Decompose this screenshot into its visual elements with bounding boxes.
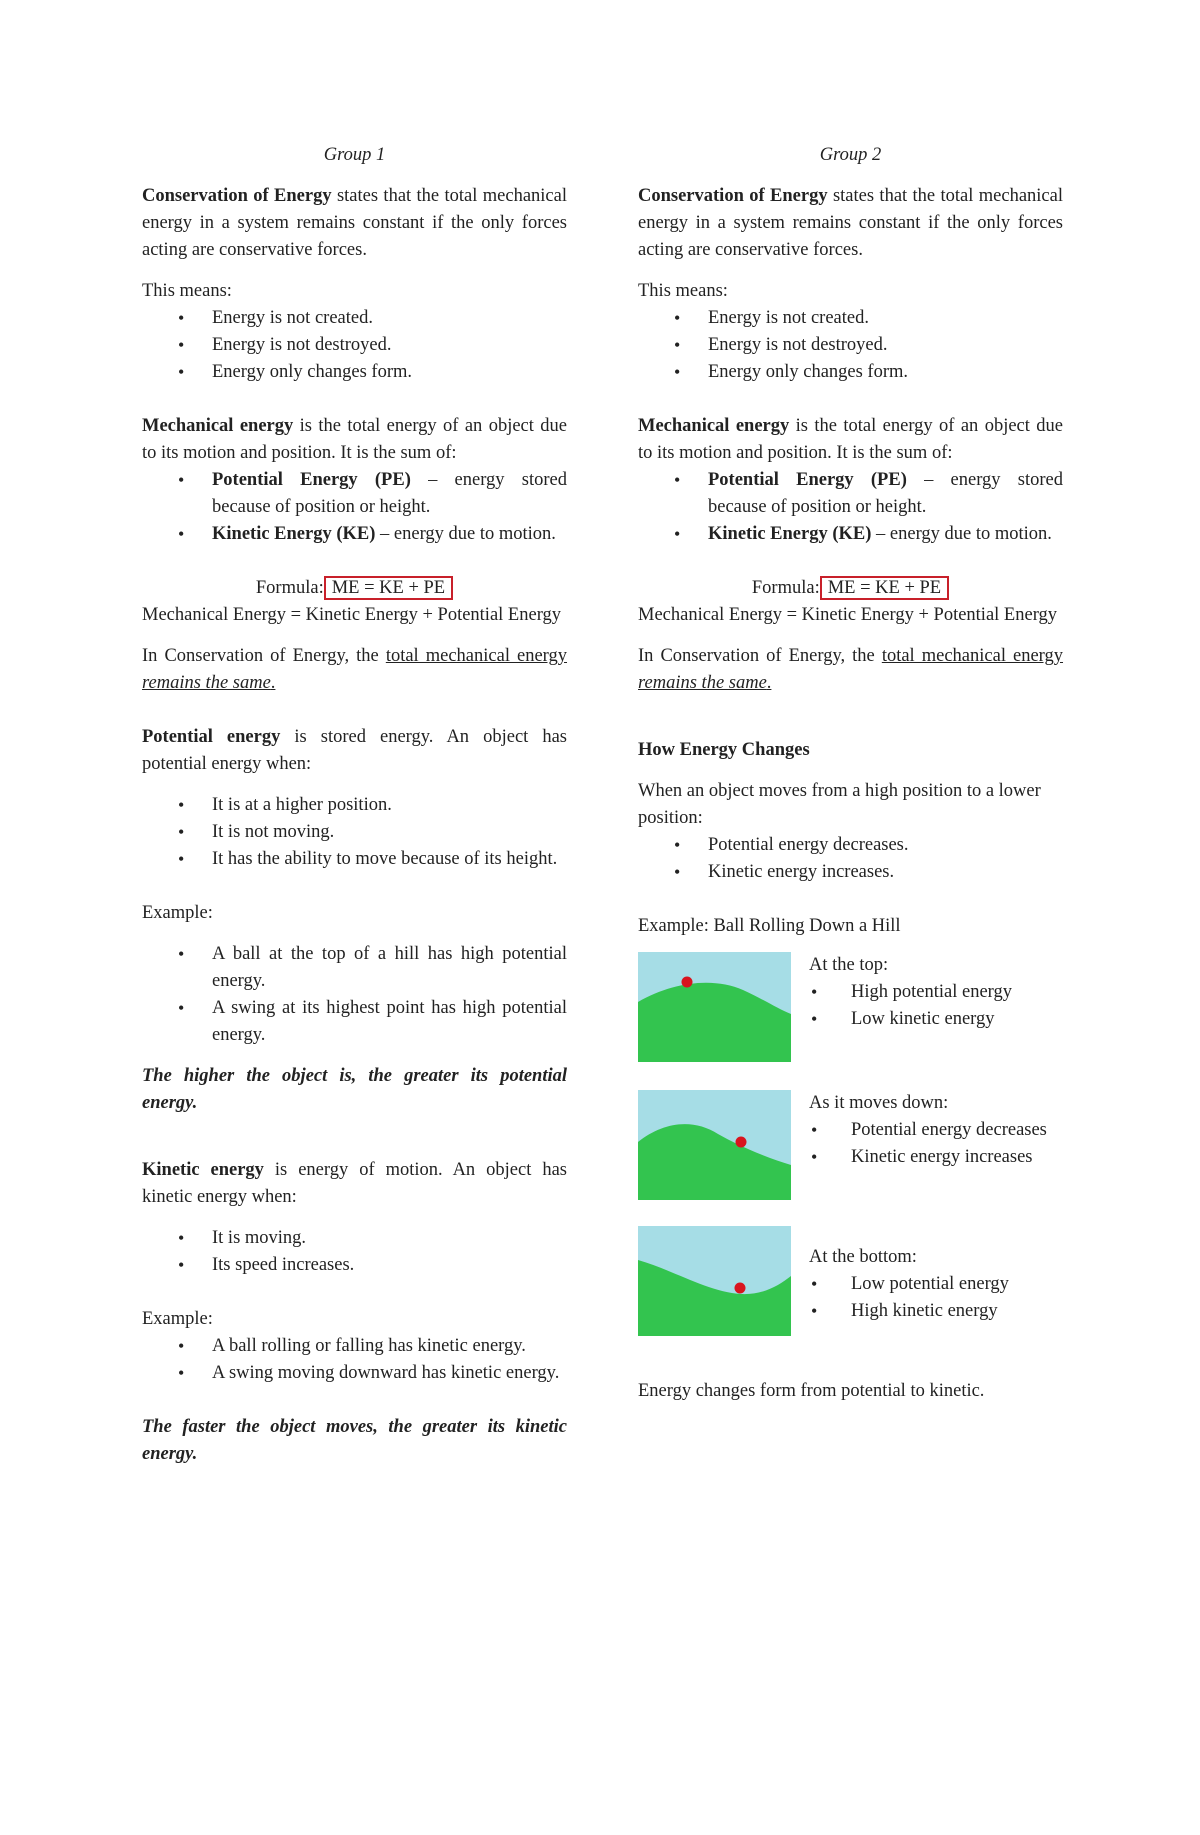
stage-top [638,952,1063,1062]
example-label: Example: [142,903,213,923]
hill-bottom-illustration [638,1226,791,1336]
means-list [638,305,1063,386]
list-item: • High potential energy [851,979,1063,1006]
mechanical-definition: Mechanical energy is the total energy of an object due to its motion and position. It is the sum of: [638,416,1063,463]
potential-definition: Potential energy is stored energy. An object has potential energy when: [142,727,567,774]
this-means-label: This means: [142,281,232,301]
list-item: • Energy is not created. [212,305,567,332]
potential-summary: The higher the object is, the greater its potential energy. [142,1066,567,1113]
list-item: • Low kinetic energy [851,1006,1063,1033]
potential-examples-list [142,941,567,1049]
conservation-term: Conservation of Energy [142,186,332,206]
formula-line: Formula: ME = KE + PE [142,575,567,602]
list-item: • Kinetic Energy (KE) – energy due to motion. [708,521,1063,548]
stage-middle-list [809,1117,1063,1171]
stage-middle-label: As it moves down: [809,1093,949,1113]
formula-box: ME = KE + PE [324,576,453,600]
stage-bottom-list [809,1271,1063,1325]
list-item: • Potential energy decreases. [708,832,1063,859]
list-item: • It is moving. [212,1225,567,1252]
list-item: • A ball rolling or falling has kinetic energy. [212,1333,567,1360]
list-item: • Kinetic energy increases. [708,859,1063,886]
group-1-column [142,142,567,1468]
kinetic-example-label: Example: [142,1309,213,1329]
means-list [142,305,567,386]
conservation-definition: Conservation of Energy states that the total mechanical energy in a system remains constant if the only forces acting are conservative forces. [142,186,567,260]
stage-bottom-label: At the bottom: [809,1247,917,1267]
list-item: • It has the ability to move because of its height. [212,846,567,873]
example-title: Example: Ball Rolling Down a Hill [638,916,901,936]
potential-conditions-list [142,792,567,873]
list-item: • A swing moving downward has kinetic energy. [212,1360,567,1387]
list-item: • Energy only changes form. [708,359,1063,386]
list-item: • High kinetic energy [851,1298,1063,1325]
formula-line: Formula: ME = KE + PE [638,575,1063,602]
list-item: • A swing at its highest point has high potential energy. [212,995,567,1049]
list-item: • Potential Energy (PE) – energy stored because of position or height. [212,467,567,521]
list-item: • Energy is not destroyed. [708,332,1063,359]
list-item: • Energy is not created. [708,305,1063,332]
list-item: • Potential energy decreases [851,1117,1063,1144]
list-item: • Potential Energy (PE) – energy stored because of position or height. [708,467,1063,521]
ball-icon [682,977,693,988]
stage-top-label: At the top: [809,955,889,975]
list-item: • Low potential energy [851,1271,1063,1298]
stage-top-list [809,979,1063,1033]
list-item: • Energy is not destroyed. [212,332,567,359]
list-item: • Its speed increases. [212,1252,567,1279]
this-means-label: This means: [638,281,728,301]
formula-box: ME = KE + PE [820,576,949,600]
conservation-definition: Conservation of Energy states that the total mechanical energy in a system remains constant if the only forces acting are conservative forces. [638,186,1063,260]
group-2-column [638,142,1063,1405]
energy-types-list [638,467,1063,548]
ball-icon [736,1137,747,1148]
formula-words: Mechanical Energy = Kinetic Energy + Potential Energy [638,605,1058,625]
formula-words: Mechanical Energy = Kinetic Energy + Potential Energy [142,605,562,625]
how-list [638,832,1063,886]
group-2-title: Group 2 [819,145,882,165]
conclusion: Energy changes form from potential to kinetic. [638,1381,985,1401]
kinetic-conditions-list [142,1225,567,1279]
hill-top-illustration [638,952,791,1062]
stage-bottom [638,1226,1063,1336]
how-intro: When an object moves from a high position to a lower position: [638,781,1041,828]
kinetic-definition: Kinetic energy is energy of motion. An object has kinetic energy when: [142,1160,567,1207]
hill-middle-illustration [638,1090,791,1200]
how-energy-changes-heading: How Energy Changes [638,740,810,760]
conservation-summary: In Conservation of Energy, the total mechanical energy remains the same. [638,646,1064,693]
list-item: • A ball at the top of a hill has high potential energy. [212,941,567,995]
group-1-title: Group 1 [323,145,386,165]
energy-types-list [142,467,567,548]
ball-icon [735,1283,746,1294]
list-item: • Kinetic energy increases [851,1144,1063,1171]
list-item: • It is at a higher position. [212,792,567,819]
list-item: • It is not moving. [212,819,567,846]
list-item: • Energy only changes form. [212,359,567,386]
kinetic-examples-list [142,1333,567,1387]
list-item: • Kinetic Energy (KE) – energy due to motion. [212,521,567,548]
stage-middle [638,1090,1063,1200]
conservation-summary: In Conservation of Energy, the total mechanical energy remains the same. [142,646,568,693]
mechanical-definition: Mechanical energy is the total energy of an object due to its motion and position. It is the sum of: [142,416,567,463]
kinetic-summary: The faster the object moves, the greater its kinetic energy. [142,1417,567,1464]
